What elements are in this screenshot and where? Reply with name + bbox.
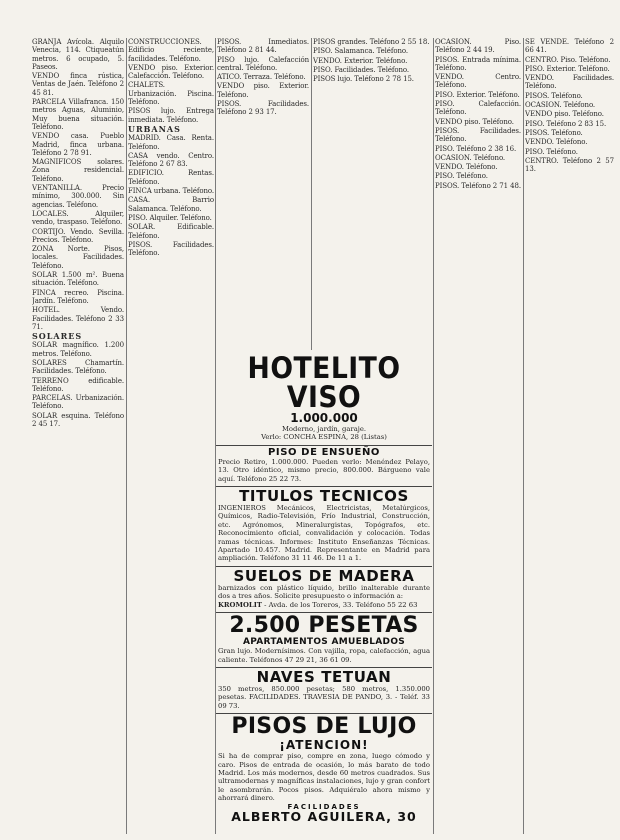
classified-listing: VENDO. Exterior. Teléfono. [313, 56, 408, 65]
classified-listing: PISOS lujo. Entrega inmediata. Teléfono. [128, 107, 214, 124]
classified-listing: CASA vendo. Centro. Teléfono 2 67 83. [128, 151, 214, 169]
ad-body: INGENIEROS Mecánicos, Electricistas, Metalúrgicos, Químicos, Radio-Televisión, Frío Industrial, Construcción, etc. Agrónomos, Mineralurgistas, Topógrafos, etc. Reconocimiento oficial, convalidación y colocación. Todas ramas técnicas. Informes: Instituto Enseñanzas Técnicas. Apartado 10.457. Madrid. Representante en Madrid para ampliación. Teléfono 31 11 46. De 11 a 1. [218, 504, 430, 563]
classified-listing: LOCALES. Alquiler, vendo, traspaso. Teléfono. [32, 209, 124, 227]
ad-title: PISOS DE LUJO [231, 714, 417, 740]
ad-subtitle: ¡ATENCION! [279, 738, 369, 753]
column-3-listings [217, 38, 309, 117]
ad-subtitle: APARTAMENTOS AMUEBLADOS [242, 637, 406, 648]
newspaper-page [32, 38, 614, 834]
ad-company: KROMOLIT [218, 600, 262, 609]
ad-body: barnizados con plástico líquido, brillo inalterable durante dos a tres años. Solicite presupuesto o información a: [218, 583, 430, 601]
ad-body: Precio Retiro, 1.000.000. Pueden verlo: Menéndez Pelayo, 13. Otro idéntico, mismo precio, 800.000. Bárgueno vale aquí. Teléfono 25 22 73. [218, 457, 430, 483]
classified-listing: PARCELA Villafranca. 150 metros Aguas, Aluminio, Muy buena situación. Teléfono. [32, 98, 124, 131]
ad-naves-tetuan [216, 668, 432, 714]
ad-price: 1.000.000 [290, 411, 358, 425]
classified-listing: VENTANILLA. Precio mínimo, 300.000. Sin agencias. Teléfono. [32, 184, 124, 209]
ad-body: Gran lujo. Modernísimos. Con vajilla, ropa, calefacción, agua caliente. Teléfonos 47 29 21, 36 61 09. [218, 647, 430, 664]
classified-listing: GRANJA Avícola. Alquilo Venecia, 114. Ctiqueatún metros. 6 ocupado, 5. Paseos. [32, 38, 124, 71]
ad-2500-pesetas [216, 613, 432, 668]
classified-listing: VENDO piso. Teléfono. [525, 110, 604, 119]
classified-listing: PISO. Teléfono 2 83 15. [525, 119, 607, 128]
classified-listing: PISOS grandes. Teléfono 2 55 18. [313, 38, 430, 46]
column-6-listings [525, 38, 614, 173]
column-5-listings [435, 38, 521, 190]
classified-listing: PISOS. Inmediatos. Teléfono 2 81 44. [217, 38, 309, 55]
classified-listing: VENDO. Facilidades. Teléfono. [525, 74, 614, 91]
classified-listing: PISO. Salamanca. Teléfono. [313, 47, 408, 56]
classified-listing: PISOS. Facilidades. Teléfono 2 93 17. [217, 100, 309, 117]
classified-listing: ZONA Norte. Pisos, locales. Facilidades. Teléfono. [32, 245, 124, 270]
classified-listing: PISO lujo. Calefacción central. Teléfono. [217, 55, 309, 72]
column-4 [313, 38, 431, 350]
classified-listing: SOLAR 1.500 m². Buena situación. Teléfono. [32, 271, 124, 288]
classified-listing: VENDO. Centro. Teléfono. [435, 73, 521, 90]
ad-facilidades: FACILIDADES [287, 802, 361, 811]
classified-listing: PISOS. Teléfono. [525, 91, 583, 100]
column-6 [525, 38, 614, 834]
section-heading: SOLARES [32, 331, 83, 342]
ad-title: HOTELITO VISO [247, 351, 401, 414]
classified-listing: HOTEL. Vendo. Facilidades. Teléfono 2 33 71. [32, 306, 124, 331]
classified-listing: CONSTRUCCIONES. Edificio reciente, facilidades. Teléfono. [128, 38, 214, 63]
classified-listing: ATICO. Terraza. Teléfono. [217, 73, 306, 82]
classified-listing: VENDO. Teléfono. [435, 163, 498, 172]
classified-listing: PISOS. Entrada mínima. Teléfono. [435, 55, 521, 72]
classified-listing: VENDO piso. Teléfono. [435, 117, 514, 126]
ad-title: TITULOS TECNICOS [239, 487, 409, 506]
classified-listing: SOLAR esquina. Teléfono 2 45 17. [32, 411, 124, 429]
ad-contact [216, 601, 432, 609]
classified-listing: VENDO piso. Exterior. Teléfono. [217, 82, 309, 99]
classified-listing: SOLARES Chamartín. Facilidades. Teléfono. [32, 358, 124, 376]
classified-listing: PISO. Teléfono. [435, 172, 488, 181]
ad-titulos-tecnicos [216, 487, 432, 567]
column-1-listings [32, 38, 124, 428]
classified-listing: VENDO casa. Pueblo Madrid, finca urbana. Teléfono 2 78 91. [32, 132, 124, 157]
column-3 [217, 38, 309, 350]
column-rule [126, 38, 127, 834]
classified-listing: VENDO. Teléfono. [525, 138, 588, 147]
classified-listing: MADRID. Casa. Renta. Teléfono. [128, 134, 214, 151]
classified-listing: PISOS. Teléfono 2 71 48. [435, 181, 521, 190]
classified-listing: PISOS lujo. Teléfono 2 78 15. [313, 75, 414, 84]
ad-hotelito-viso [216, 351, 432, 446]
ad-pisos-de-lujo [216, 714, 432, 826]
classified-listing: CENTRO. Piso. Teléfono. [525, 55, 611, 64]
classified-listing: PISOS. Facilidades. Teléfono. [435, 126, 521, 144]
classified-listing: VENDO finca rústica, Ventas de Jaén. Teléfono 2 45 81. [32, 72, 124, 97]
classified-listing: PISO. Facilidades. Teléfono. [313, 65, 410, 74]
ad-line: Moderno, jardín, garaje. [281, 425, 367, 433]
classified-listing: SOLAR magnífico. 1.200 metros. Teléfono. [32, 341, 124, 358]
ad-title: SUELOS DE MADERA [233, 566, 415, 585]
classified-listing: FINCA recreo. Piscina. Jardín. Teléfono. [32, 288, 124, 305]
ad-body: 350 metros, 850.000 pesetas; 580 metros, 1.350.000 pesetas. FACILIDADES. TRAVESIA DE PANDO, 3. - Teléf. 33 09 73. [218, 684, 430, 710]
ad-body: Si ha de comprar piso, compre en zona, luego cómodo y caro. Pisos de entrada de ocasión, lo más barato de todo Madrid. Los más modernos, desde 60 metros cuadrados. Sus ultramodernas y magníficas instalaciones, lujo y gran confort le asombrarán. Pocos pisos. Adquiéralo ahora mismo y ahorrará dinero. [218, 752, 430, 803]
column-2 [128, 38, 214, 834]
column-rule [433, 38, 434, 834]
column-4-listings [313, 38, 431, 83]
classified-listing: OCASION. Teléfono. [525, 101, 596, 110]
ad-title: NAVES TETUAN [256, 667, 392, 686]
classified-listing: PISOS. Teléfono. [525, 128, 583, 137]
classified-listing: CHALETS. Urbanización. Piscina. Teléfono. [128, 81, 214, 107]
classified-listing: OCASION. Teléfono. [435, 153, 506, 162]
classified-listing: PARCELAS. Urbanización. Teléfono. [32, 394, 124, 411]
ad-piso-ensueno [216, 446, 432, 487]
classified-listing: CENTRO. Teléfono 2 57 13. [525, 156, 614, 174]
column-5 [435, 38, 521, 834]
classified-listing: PISO. Exterior. Teléfono. [435, 90, 520, 99]
classified-listing: OCASION. Piso. Teléfono 2 44 19. [435, 38, 521, 55]
column-1 [32, 38, 124, 834]
classified-listing: PISO. Alquiler. Teléfono. [128, 213, 212, 222]
classified-listing: PISO. Teléfono. [525, 147, 578, 156]
classified-listing: PISO. Exterior. Teléfono. [525, 64, 610, 73]
classified-listing: PISO. Teléfono 2 38 16. [435, 144, 517, 153]
ad-suelos-madera [216, 567, 432, 613]
classified-listing: VENDO piso. Exterior. Calefacción. Teléfono. [128, 63, 214, 81]
ad-line: Verlo: CONCHA ESPINA, 28 (Listas) [261, 433, 387, 442]
classified-listing: CORTIJO. Vendo. Sevilla. Precios. Teléfono. [32, 227, 124, 244]
ad-address: ALBERTO AGUILERA, 30 [231, 808, 417, 824]
column-rule [523, 38, 524, 834]
classified-listing: FINCA urbana. Teléfono. [128, 187, 214, 196]
classified-listing: PISOS. Facilidades. Teléfono. [128, 240, 214, 258]
display-ads-block [216, 351, 432, 826]
classified-listing: CASA. Barrio Salamanca. Teléfono. [128, 196, 214, 213]
classified-listing: PISO. Calefacción. Teléfono. [435, 100, 521, 117]
ad-title: PISO DE ENSUEÑO [267, 446, 381, 458]
ad-title: 2.500 PESETAS [229, 613, 419, 639]
column-2-listings [128, 38, 214, 257]
classified-listing: MAGNIFICOS solares. Zona residencial. Teléfono. [32, 158, 124, 183]
classified-listing: EDIFICIO. Rentas. Teléfono. [128, 169, 214, 186]
column-rule [311, 38, 312, 350]
ad-address: - Avda. de los Toreros, 33. Teléfono 55 22 63 [264, 600, 418, 609]
classified-listing: TERRENO edificable. Teléfono. [32, 376, 124, 393]
classified-listing: SE VENDE. Teléfono 2 66 41. [525, 38, 614, 55]
classified-listing: SOLAR. Edificable. Teléfono. [128, 223, 214, 240]
section-heading: URBANAS [128, 123, 181, 134]
